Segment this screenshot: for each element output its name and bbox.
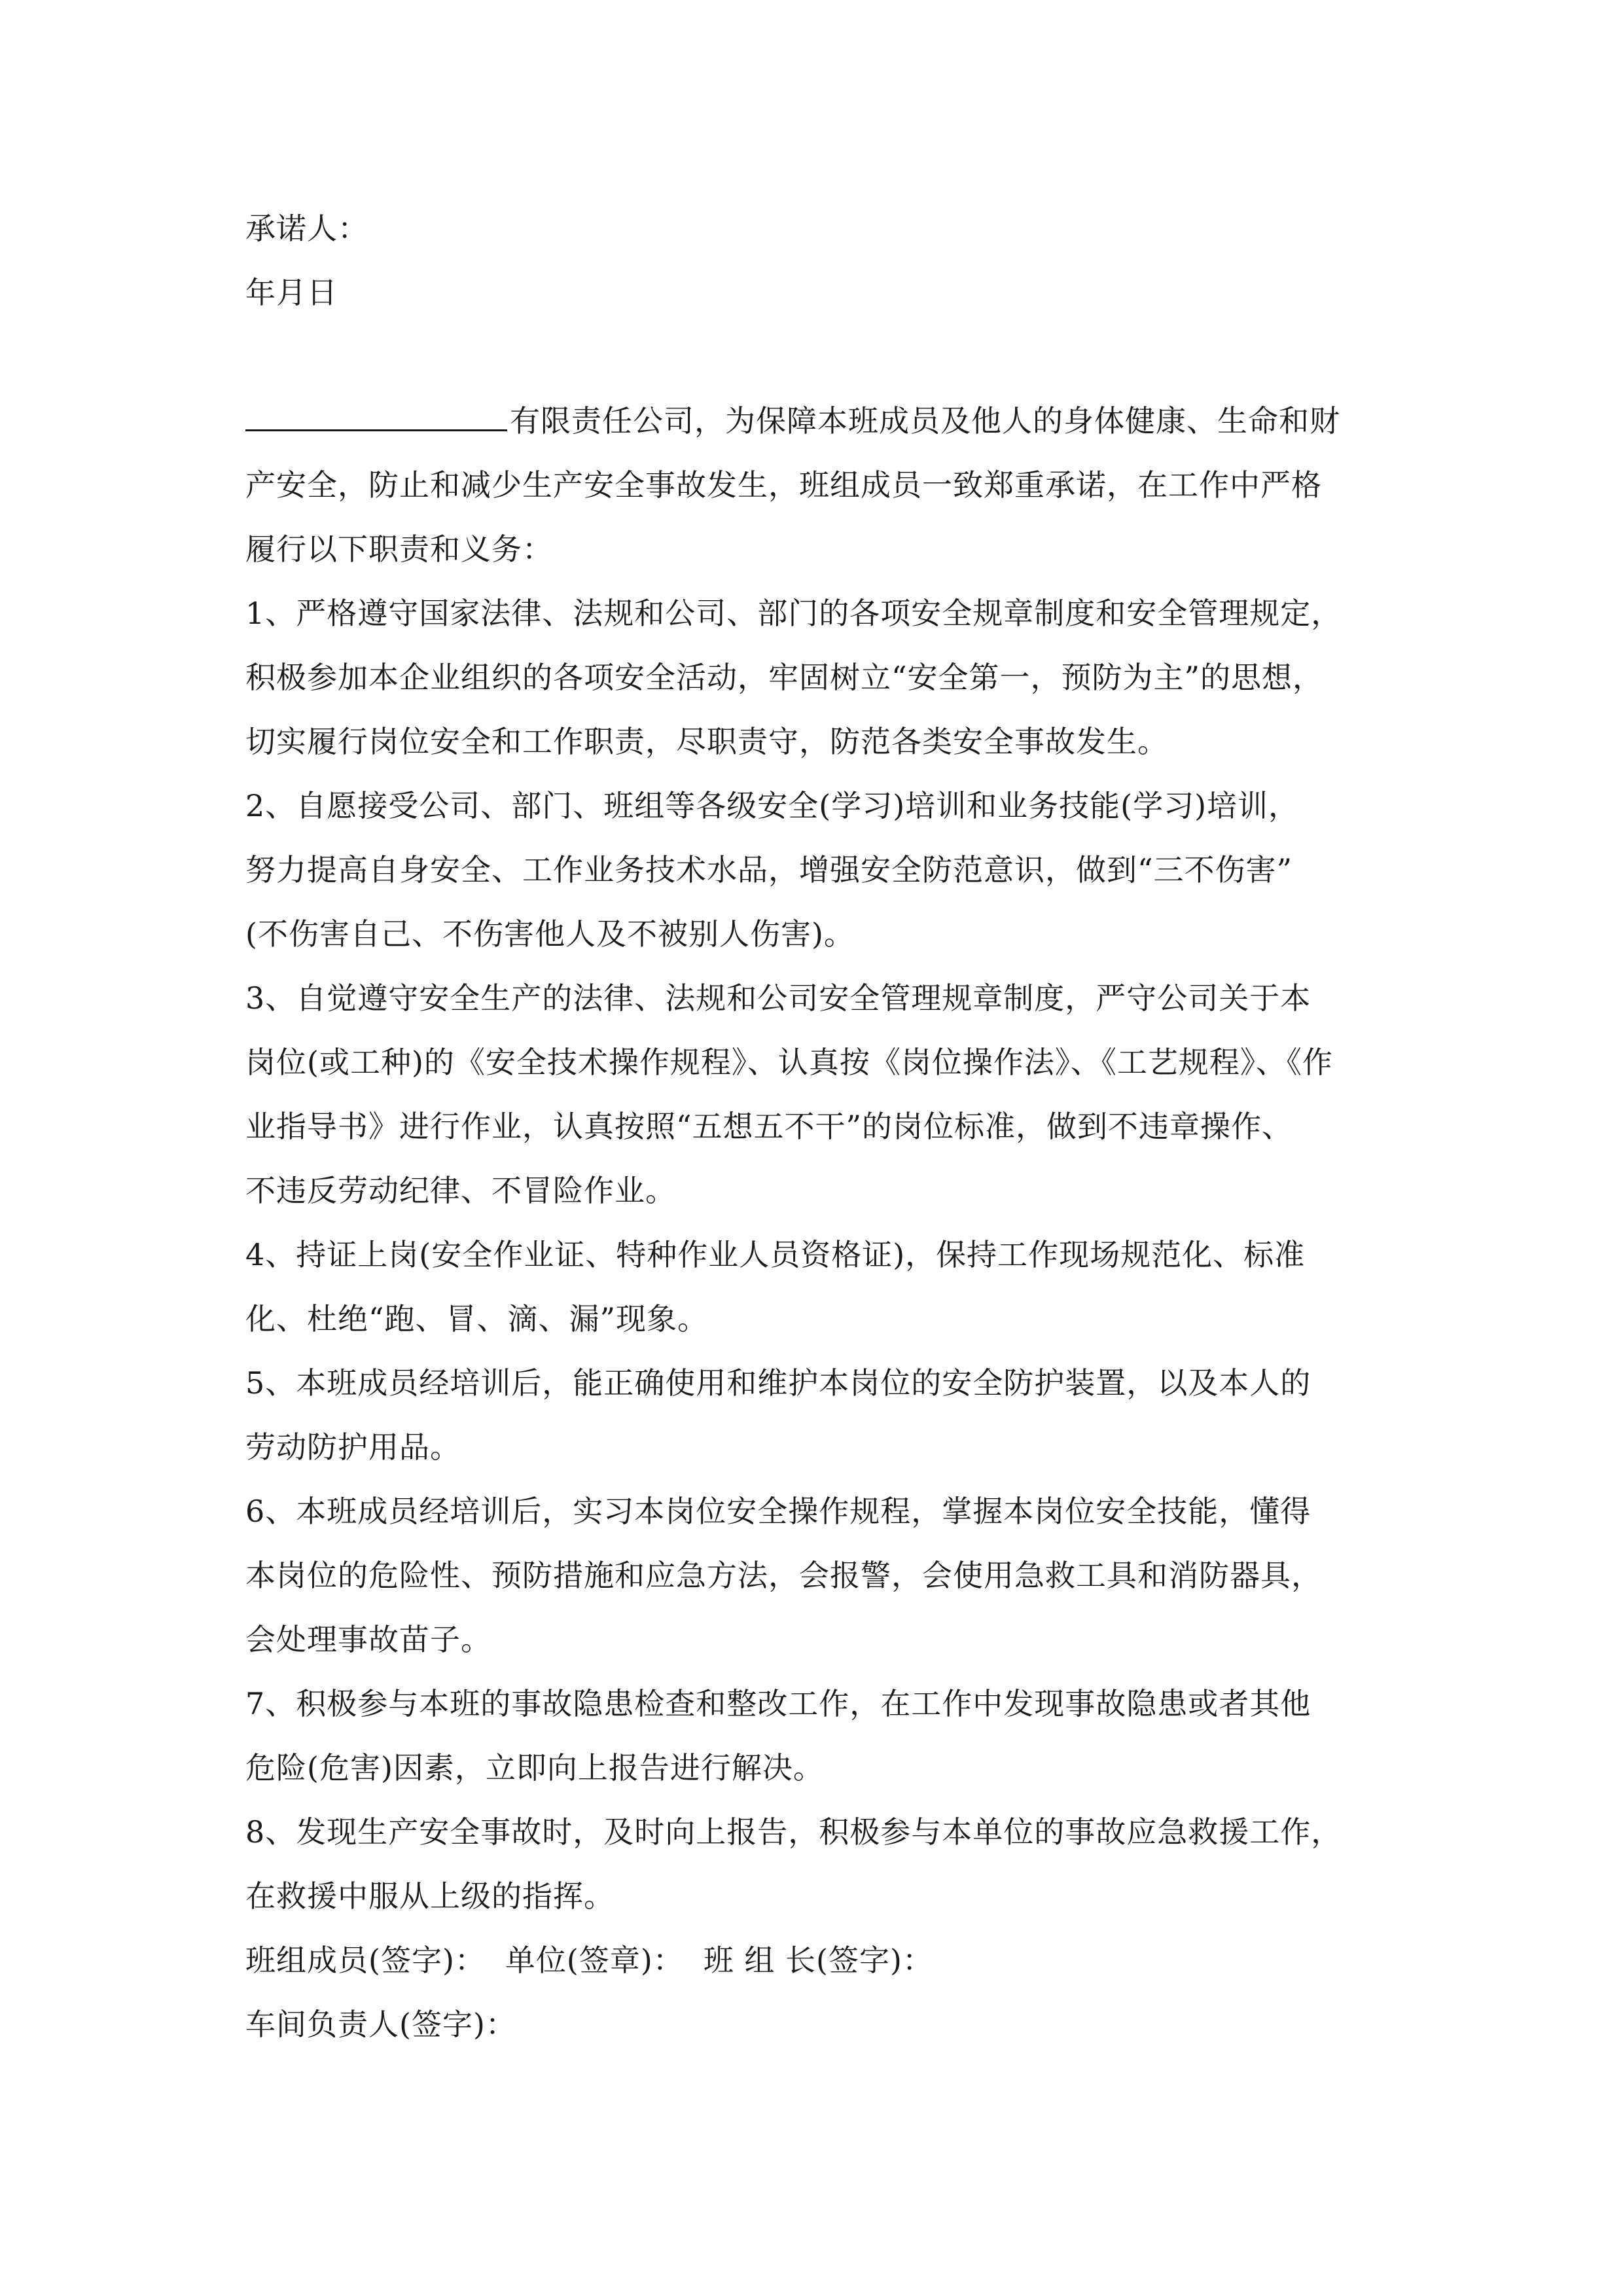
- item-line: 本岗位的危险性、预防措施和应急方法，会报警，会使用急救工具和消防器具，: [245, 1558, 1322, 1593]
- item-line: 4、持证上岗(安全作业证、特种作业人员资格证)，保持工作现场规范化、标准: [245, 1237, 1306, 1272]
- item-8: [245, 1800, 1397, 1928]
- intro-line-3: 履行以下职责和义务：: [245, 531, 553, 567]
- intro-text: 有限责任公司，为保障本班成员及他人的身体健康、生命和财: [510, 403, 1340, 439]
- item-line: 岗位(或工种)的《安全技术操作规程》、认真按《岗位操作法》、《工艺规程》、《作: [245, 1045, 1333, 1080]
- spacer: [245, 325, 1397, 389]
- item-line: 切实履行岗位安全和工作职责，尽职责守，防范各类安全事故发生。: [245, 724, 1168, 759]
- item-line: 在救援中服从上级的指挥。: [245, 1878, 615, 1914]
- item-line: 1、严格遵守国家法律、法规和公司、部门的各项安全规章制度和安全管理规定，: [245, 596, 1342, 631]
- workshop-signature-label: 车间负责人(签字)：: [245, 2007, 516, 2042]
- item-line: 5、本班成员经培训后，能正确使用和维护本岗位的安全防护装置，以及本人的: [245, 1365, 1311, 1401]
- item-line: 2、自愿接受公司、部门、班组等各级安全(学习)培训和业务技能(学习)培训，: [245, 788, 1300, 823]
- item-line: 危险(危害)因素，立即向上报告进行解决。: [245, 1750, 824, 1785]
- item-line: 业指导书》进行作业，认真按照“五想五不干”的岗位标准，做到不违章操作、: [245, 1109, 1293, 1144]
- member-signature-label: 班组成员(签字)：: [245, 1943, 486, 1978]
- item-6: [245, 1479, 1397, 1672]
- item-line: 劳动防护用品。: [245, 1429, 461, 1465]
- item-line: 3、自觉遵守安全生产的法律、法规和公司安全管理规章制度，严守公司关于本: [245, 980, 1311, 1016]
- intro-line-2: 产安全，防止和减少生产安全事故发生，班组成员一致郑重承诺，在工作中严格: [245, 467, 1322, 503]
- date-label: 年月日: [245, 275, 338, 310]
- intro-line-1: [245, 389, 1397, 453]
- document-body: [245, 196, 1397, 2056]
- item-line: 8、发现生产安全事故时，及时向上报告，积极参与本单位的事故应急救援工作，: [245, 1814, 1342, 1850]
- signature-row: [245, 1928, 1397, 1992]
- item-line: 化、杜绝“跑、冒、滴、漏”现象。: [245, 1301, 709, 1336]
- item-line: 努力提高自身安全、工作业务技术水品，增强安全防范意识，做到“三不伤害”: [245, 852, 1293, 888]
- item-line: 6、本班成员经培训后，实习本岗位安全操作规程，掌握本岗位安全技能，懂得: [245, 1494, 1311, 1529]
- item-4: [245, 1223, 1397, 1351]
- company-name-blank[interactable]: [245, 390, 507, 431]
- item-7: [245, 1672, 1397, 1800]
- item-2: [245, 774, 1397, 966]
- item-line: 7、积极参与本班的事故隐患检查和整改工作，在工作中发现事故隐患或者其他: [245, 1686, 1311, 1721]
- item-3: [245, 966, 1397, 1223]
- item-5: [245, 1351, 1397, 1479]
- item-line: (不伤害自己、不伤害他人及不被别人伤害)。: [245, 916, 855, 952]
- item-line: 不违反劳动纪律、不冒险作业。: [245, 1173, 676, 1208]
- leader-signature-label: 班 组 长(签字)：: [703, 1943, 933, 1978]
- item-line: 会处理事故苗子。: [245, 1622, 491, 1657]
- unit-seal-label: 单位(签章)：: [505, 1943, 684, 1978]
- item-line: 积极参加本企业组织的各项安全活动，牢固树立“安全第一，预防为主”的思想，: [245, 660, 1324, 695]
- promiser-label: 承诺人：: [245, 211, 368, 246]
- item-1: [245, 581, 1397, 774]
